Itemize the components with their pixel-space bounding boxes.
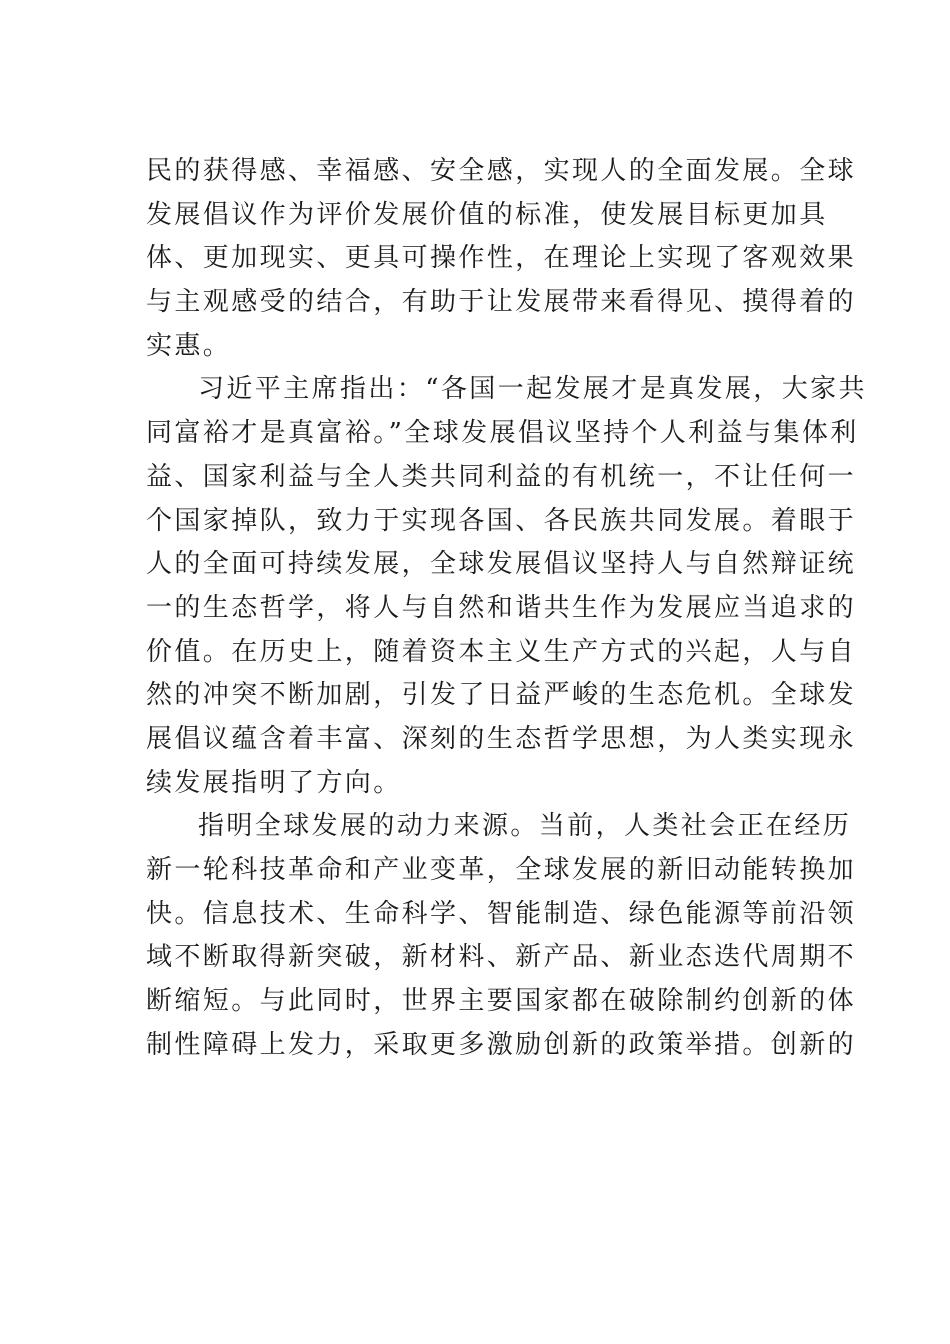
paragraph-3-line-6: 制性障碍上发力，采取更多激励创新的政策举措。创新的 xyxy=(146,1029,857,1060)
paragraph-2-line-8: 然的冲突不断加剧，引发了日益严峻的生态危机。全球发 xyxy=(146,680,857,711)
paragraph-2-line-6: 一的生态哲学，将人与自然和谐共生作为发展应当追求的 xyxy=(146,592,857,623)
paragraph-2-line-2: 同富裕才是真富裕。”全球发展倡议坚持个人利益与集体利 xyxy=(146,418,859,449)
body-text xyxy=(146,150,867,1067)
paragraph-2-line-10: 续发展指明了方向。 xyxy=(146,767,402,798)
paragraph-1-line-2: 发展倡议作为评价发展价值的标准，使发展目标更加具 xyxy=(146,199,828,230)
paragraph-1-line-4: 与主观感受的结合，有助于让发展带来看得见、摸得着的 xyxy=(146,287,857,318)
paragraph-2-line-3: 益、国家利益与全人类共同利益的有机统一，不让任何一 xyxy=(146,461,857,492)
paragraph-3-line-5: 断缩短。与此同时，世界主要国家都在破除制约创新的体 xyxy=(146,986,857,1017)
paragraph-2-line-4: 个国家掉队，致力于实现各国、各民族共同发展。着眼于 xyxy=(146,505,857,536)
paragraph-1-line-5: 实惠。 xyxy=(146,330,232,361)
paragraph-2-line-9: 展倡议蕴含着丰富、深刻的生态哲学思想，为人类实现永 xyxy=(146,723,857,754)
paragraph-2-line-5: 人的全面可持续发展，全球发展倡议坚持人与自然辩证统 xyxy=(146,549,857,580)
paragraph-3-line-3: 快。信息技术、生命科学、智能制造、绿色能源等前沿领 xyxy=(146,898,857,929)
paragraph-1-line-3: 体、更加现实、更具可操作性，在理论上实现了客观效果 xyxy=(146,243,857,274)
paragraph-2-line-7: 价值。在历史上，随着资本主义生产方式的兴起，人与自 xyxy=(146,636,857,667)
paragraph-2-line-1: 习近平主席指出：“各国一起发展才是真发展，大家共 xyxy=(198,374,867,405)
paragraph-3-line-1: 指明全球发展的动力来源。当前，人类社会正在经历 xyxy=(198,811,852,842)
paragraph-3-line-2: 新一轮科技革命和产业变革，全球发展的新旧动能转换加 xyxy=(146,855,857,885)
paragraph-3-line-4: 域不断取得新突破，新材料、新产品、新业态迭代周期不 xyxy=(146,942,857,973)
paragraph-1-line-1: 民的获得感、幸福感、安全感，实现人的全面发展。全球 xyxy=(146,156,857,186)
